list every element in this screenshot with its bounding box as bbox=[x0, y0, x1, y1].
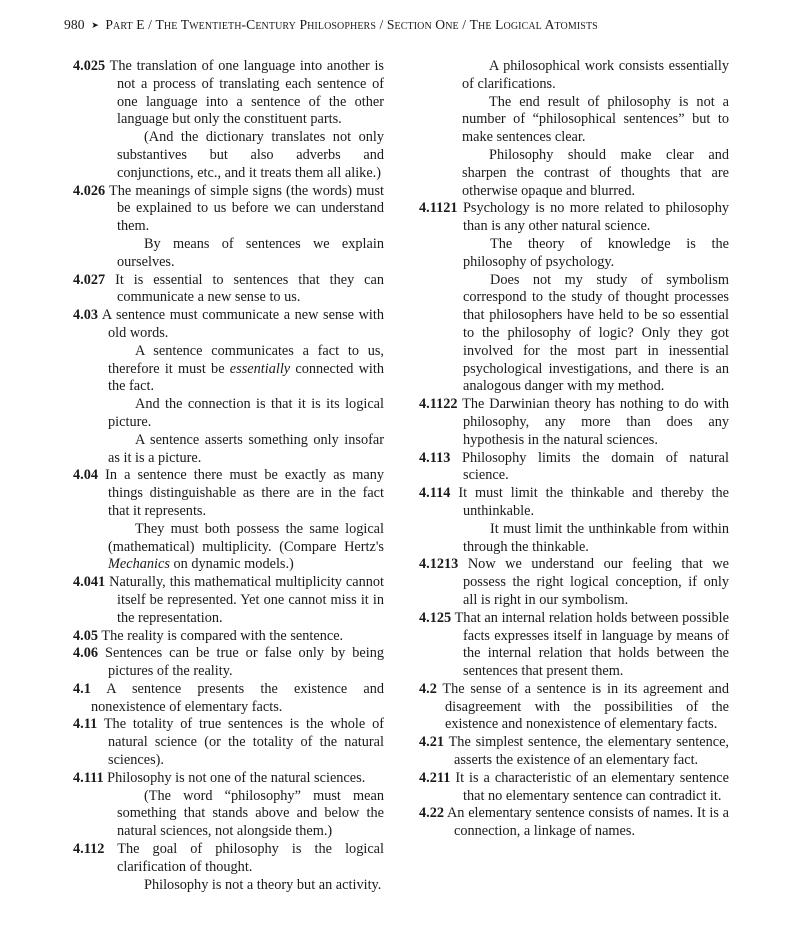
emphasis-text: Mechanics bbox=[108, 556, 170, 573]
paragraph-text: They must both possess the same logical (mathematical) multiplicity. (Compare Hertz's bbox=[108, 520, 384, 555]
entry-number: 4.114 bbox=[419, 485, 451, 502]
entry-4-1 bbox=[73, 681, 384, 717]
left-column bbox=[73, 58, 384, 894]
entry-paragraph: By means of sentences we explain ourselves. bbox=[117, 235, 384, 270]
paragraph-text: on dynamic models.) bbox=[169, 556, 294, 573]
entry-paragraph: A philosophical work consists essentially of clarifications. bbox=[462, 58, 729, 92]
entry-number: 4.112 bbox=[73, 841, 105, 858]
book-title: The Twentieth-Century Philosophers bbox=[155, 17, 376, 32]
entry-text: That an internal relation holds between possible facts expresses itself in language by means of the internal relation that holds between the sentences that present them. bbox=[454, 609, 729, 680]
entry-text: The sense of a sentence is in its agreement and disagreement with the possibilities of the existence and nonexistence of elementary facts. bbox=[442, 680, 729, 733]
entry-paragraph: (And the dictionary translates not only substantives but also adverbs and conjunctions, etc., and it treats them all alike.) bbox=[117, 129, 384, 181]
running-header bbox=[64, 17, 744, 33]
entry-4-113 bbox=[419, 450, 729, 486]
entry-number: 4.125 bbox=[419, 609, 452, 626]
entry-number: 4.2 bbox=[419, 680, 437, 697]
entry-paragraph bbox=[108, 343, 384, 396]
entry-4-111 bbox=[73, 770, 384, 788]
entry-number: 4.1 bbox=[73, 680, 91, 697]
page-number: 980 bbox=[64, 17, 85, 32]
entry-4-1213 bbox=[419, 556, 729, 609]
entry-text: An elementary sentence consists of names. It is a connection, a linkage of names. bbox=[446, 805, 729, 840]
entry-4-025 bbox=[73, 58, 384, 129]
entry-text: Naturally, this mathematical multiplicity cannot itself be represented. Yet one cannot miss it in the representation. bbox=[109, 574, 385, 626]
entry-number: 4.06 bbox=[73, 645, 99, 662]
entry-number: 4.1122 bbox=[419, 396, 458, 413]
entry-4-114 bbox=[419, 485, 729, 521]
entry-paragraph: Philosophy should make clear and sharpen the contrast of thoughts that are otherwise opaque and blurred. bbox=[462, 146, 729, 199]
entry-text: Psychology is no more related to philosophy than is any other natural science. bbox=[462, 200, 730, 235]
entry-4-22 bbox=[419, 805, 729, 841]
entry-text: Sentences can be true or false only by being pictures of the reality. bbox=[105, 645, 384, 680]
entry-paragraph: The end result of philosophy is not a number of “philosophical sentences” but to make sentences clear. bbox=[462, 93, 729, 146]
entry-4-211 bbox=[419, 770, 729, 806]
entry-paragraph: And the connection is that it is its logical picture. bbox=[108, 396, 384, 430]
entry-paragraph: It must limit the unthinkable from within through the thinkable. bbox=[463, 520, 729, 555]
entry-text: A sentence must communicate a new sense with old words. bbox=[101, 307, 384, 341]
entry-number: 4.04 bbox=[73, 467, 99, 484]
entry-text: The goal of philosophy is the logical clarification of thought. bbox=[117, 841, 384, 875]
entry-4-1121 bbox=[419, 200, 729, 236]
chapter-title: The Logical Atomists bbox=[469, 17, 598, 32]
entry-number: 4.05 bbox=[73, 627, 99, 644]
part-label: Part E bbox=[105, 17, 145, 32]
entry-number: 4.111 bbox=[73, 769, 104, 786]
entry-4-11 bbox=[73, 716, 384, 769]
header-separator: / bbox=[379, 17, 384, 32]
entry-text: Philosophy is not one of the natural sciences. bbox=[107, 769, 366, 786]
entry-4-2 bbox=[419, 681, 729, 734]
entry-paragraph bbox=[108, 521, 384, 574]
entry-text: The simplest sentence, the elementary sentence, asserts the existence of an elementary fact. bbox=[448, 734, 729, 769]
entry-4-112 bbox=[73, 841, 384, 877]
entry-text: It is essential to sentences that they can communicate a new sense to us. bbox=[115, 271, 385, 306]
entry-text: Philosophy limits the domain of natural science. bbox=[462, 449, 729, 484]
entry-paragraph: Philosophy is not a theory but an activity. bbox=[144, 876, 382, 893]
paragraph-text: connected with the fact. bbox=[108, 360, 384, 395]
entry-4-027 bbox=[73, 272, 384, 308]
entry-4-125 bbox=[419, 610, 729, 681]
entry-text: The totality of true sentences is the whole of natural science (or the totality of the natural sciences). bbox=[103, 716, 384, 769]
header-separator: / bbox=[148, 17, 153, 32]
entry-4-04 bbox=[73, 467, 384, 520]
entry-text: Now we understand our feeling that we possess the right logical conception, if only all is right in our symbolism. bbox=[463, 556, 729, 608]
entry-4-06 bbox=[73, 645, 384, 681]
entry-number: 4.211 bbox=[419, 769, 451, 786]
entry-paragraph: The theory of knowledge is the philosophy of psychology. bbox=[463, 235, 729, 270]
entry-4-03 bbox=[73, 307, 384, 343]
entry-paragraph: A sentence asserts something only insofar as it is a picture. bbox=[108, 431, 384, 466]
entry-4-21 bbox=[419, 734, 729, 770]
emphasis-text: essentially bbox=[229, 360, 291, 377]
entry-4-05 bbox=[73, 628, 384, 646]
entry-text: The reality is compared with the sentence. bbox=[101, 627, 344, 644]
entry-number: 4.025 bbox=[73, 58, 106, 74]
arrow-icon: ➤ bbox=[91, 20, 99, 30]
entry-number: 4.03 bbox=[73, 307, 99, 324]
entry-text: In a sentence there must be exactly as many things distinguishable as there are in the fact that it represents. bbox=[105, 467, 384, 519]
entry-text: The translation of one language into another is not a process of translating each sentence of one language into a sentence of the other language but only the constituent parts. bbox=[109, 58, 384, 128]
entry-number: 4.11 bbox=[73, 716, 98, 733]
right-column bbox=[419, 58, 729, 841]
entry-text: The Darwinian theory has nothing to do with philosophy, any more than does any hypothesis in the natural sciences. bbox=[462, 396, 729, 448]
entry-paragraph: (The word “philosophy” must mean something that stands above and below the natural sciences, not alongside them.) bbox=[117, 787, 384, 840]
entry-number: 4.041 bbox=[73, 574, 106, 591]
entry-number: 4.113 bbox=[419, 449, 451, 466]
entry-number: 4.21 bbox=[419, 734, 445, 751]
entry-text: It is a characteristic of an elementary sentence that no elementary sentence can contradict it. bbox=[455, 769, 729, 804]
header-separator: / bbox=[462, 17, 467, 32]
entry-4-026 bbox=[73, 183, 384, 236]
entry-number: 4.1213 bbox=[419, 556, 459, 573]
entry-number: 4.027 bbox=[73, 271, 106, 288]
paragraph-text: A sentence communicates a fact to us, therefore it must be bbox=[108, 342, 384, 377]
section-label: Section One bbox=[386, 17, 459, 32]
entry-text: A sentence presents the existence and nonexistence of elementary facts. bbox=[91, 680, 384, 715]
entry-4-041 bbox=[73, 574, 384, 627]
entry-number: 4.026 bbox=[73, 182, 106, 199]
entry-number: 4.22 bbox=[419, 805, 445, 822]
entry-paragraph: Does not my study of symbolism correspond to the study of thought processes that philosophers have held to be so essential to the philosophy of logic? Only they got involved for the most part in inessential psychological investigations, and there is an analogous danger with my method. bbox=[463, 271, 729, 395]
entry-4-1122 bbox=[419, 396, 729, 449]
entry-text: It must limit the thinkable and thereby the unthinkable. bbox=[458, 485, 730, 519]
entry-text: The meanings of simple signs (the words) must be explained to us before we can understand them. bbox=[109, 182, 384, 235]
entry-number: 4.1121 bbox=[419, 200, 458, 217]
